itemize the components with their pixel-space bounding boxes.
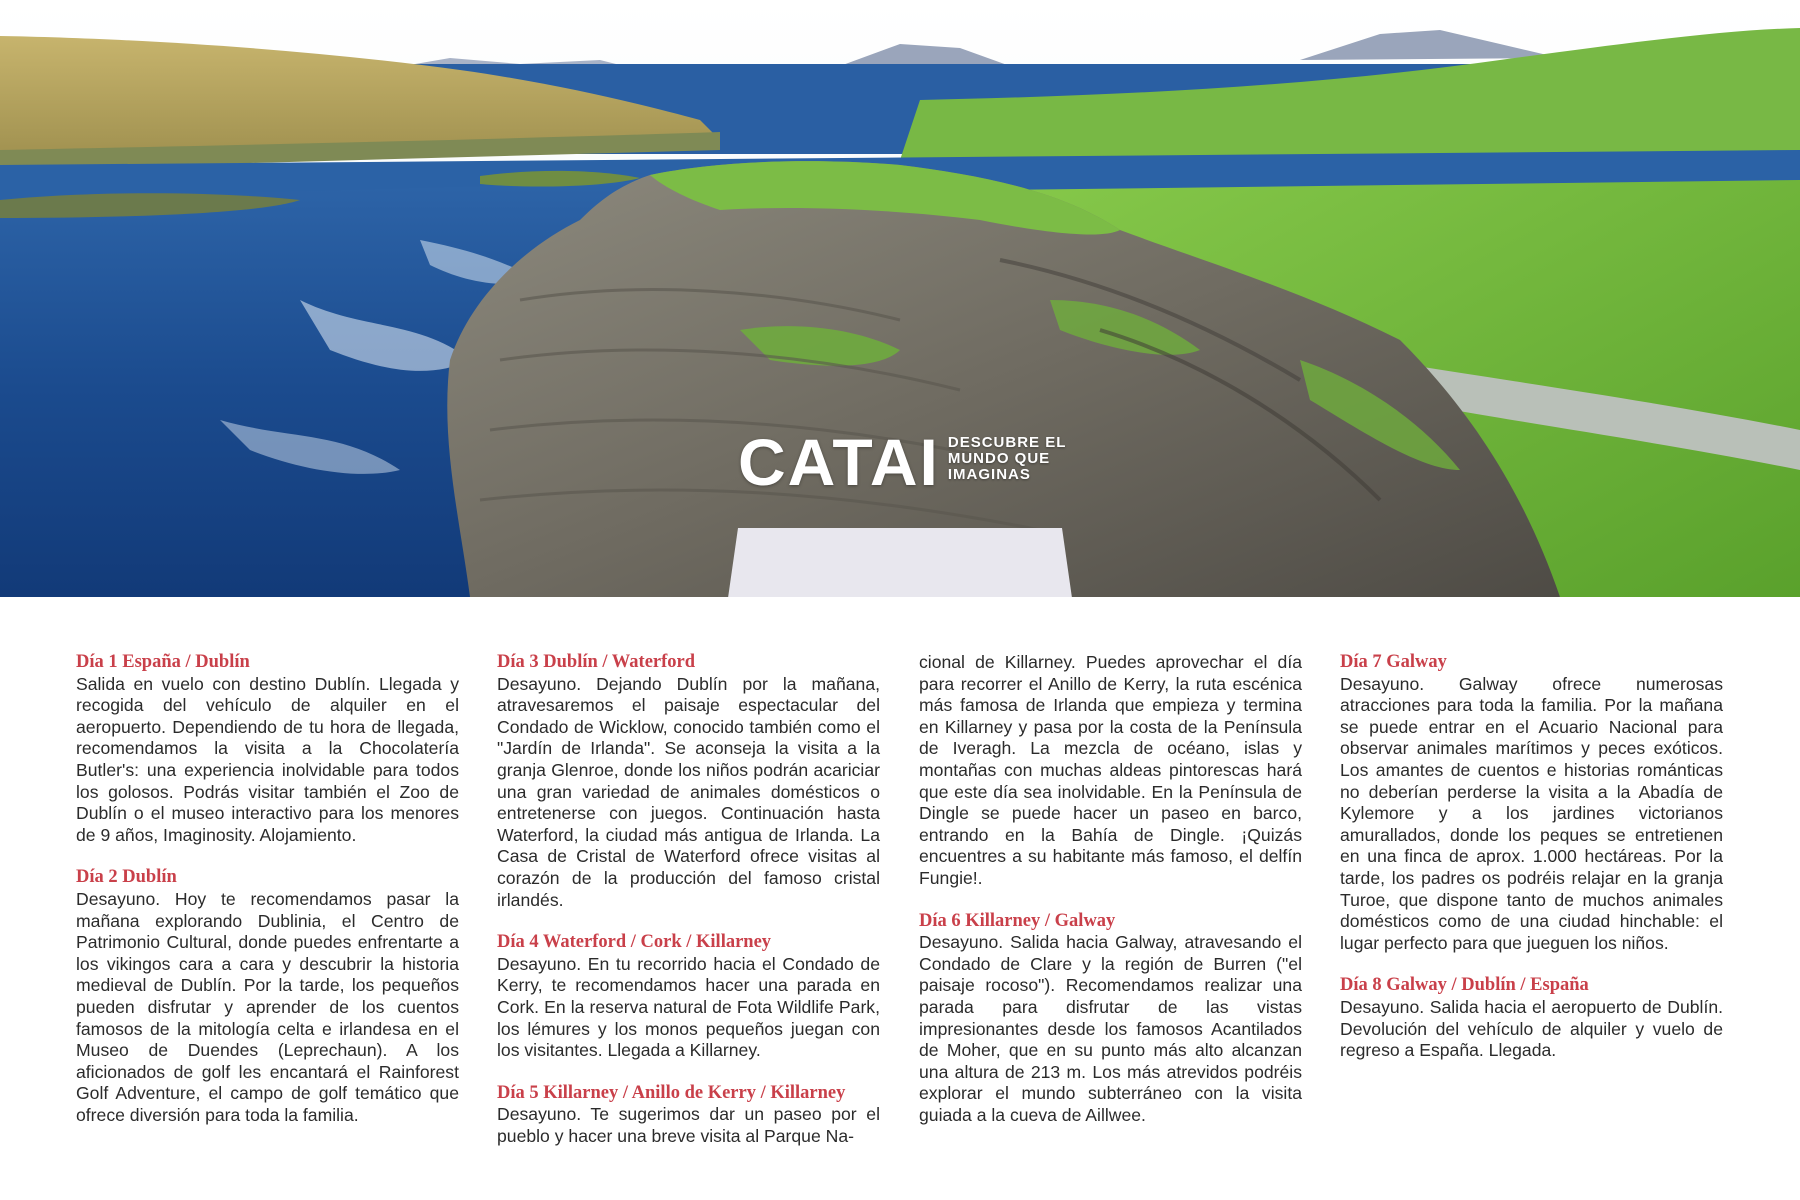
day-text: Desayuno. En tu recorrido hacia el Condado de Kerry, te recomendamos hacer una parada en Cork. En la reserva natural de Fota Wildlife Park, los lémures y los monos pequeños juegan con los visitantes. Llegada a Killarney. (497, 953, 880, 1061)
logo-tagline (948, 435, 1068, 483)
day-8 (1340, 975, 1723, 1061)
day-4 (497, 932, 880, 1062)
itinerary-column-1 (76, 652, 459, 1147)
day-7 (1340, 652, 1723, 954)
day-3 (497, 652, 880, 911)
itinerary-column-4 (1340, 652, 1723, 1083)
day-5 (497, 1083, 880, 1148)
day-text: Desayuno. Dejando Dublín por la mañana, atravesaremos el paisaje espectacular del Condado de Wicklow, conocido también como el "Jardín de Irlanda". Se aconseja la visita a la granja Glenroe, donde los niños podrán acariciar una gran variedad de animales domésticos o entretenerse con juegos. Continuación hasta Waterford, la ciudad más antigua de Irlanda. La Casa de Cristal de Waterford ofrece visitas al corazón de la producción del famoso cristal irlandés. (497, 673, 880, 910)
day-title: Día 3 Dublín / Waterford (497, 652, 696, 672)
hero-photo (0, 0, 1800, 597)
tagline-line: IMAGINAS (947, 466, 1031, 483)
day-title: Día 4 Waterford / Cork / Killarney (497, 932, 772, 953)
day-text: Salida en vuelo con destino Dublín. Llegada y recogida del vehículo de alquiler en el aeropuerto. Dependiendo de tu hora de llegada, recomendamos la visita a la Chocolatería Butler's: una experiencia inolvidable para todos los golosos. Podrás visitar también el Zoo de Dublín o el museo interactivo para los menores de 9 años, Imaginosity. Alojamiento. (76, 673, 459, 845)
hero-tab (728, 528, 1072, 597)
itinerary-column-2 (497, 652, 880, 1168)
day-text: Desayuno. Salida hacia el aeropuerto de Dublín. Devolución del vehículo de alquiler y vuelo de regreso a España. Llegada. (1340, 996, 1723, 1061)
day-title: Día 2 Dublín (76, 867, 177, 888)
day-text: Desayuno. Salida hacia Galway, atravesando el Condado de Clare y la región de Burren ("el paisaje rocoso"). Recomendamos realizar una parada para disfrutar de las vistas impresionantes desde los famosos Acantilados de Moher, que en su punto más alto alcanzan una altura de 213 m. Los más atrevidos podréis explorar el mundo subterráneo con la visita guiada a la cueva de Aillwee. (919, 932, 1302, 1125)
day-5-continued (919, 652, 1302, 890)
day-2 (76, 867, 459, 1126)
day-1 (76, 652, 459, 846)
day-6 (919, 911, 1302, 1127)
itinerary (76, 652, 1724, 1146)
day-text: Desayuno. Te sugerimos dar un paseo por el pueblo y hacer una breve visita al Parque Na- (497, 1104, 880, 1146)
day-text: Desayuno. Hoy te recomendamos pasar la mañana explorando Dublinia, el Centro de Patrimonio Cultural, donde puedes enfrentarte a los vikingos cara a cara y descubrir la historia medieval de Dublín. Por la tarde, los pequeños pueden disfrutar y aprender de los cuentos famosos de la mitología celta e irlandesa en el Museo de Duendes (Leprechaun). A los aficionados de golf les encantará el Rainforest Golf Adventure, el campo de golf temático que ofrece diversión para toda la familia. (76, 888, 459, 1125)
day-title: Día 5 Killarney / Anillo de Kerry / Killarney (497, 1082, 846, 1103)
day-text: Desayuno. Galway ofrece numerosas atracciones para toda la familia. Por la mañana se puede entrar en el Acuario Nacional para observar animales marítimos y peces exóticos. Los amantes de cuentos e historias románticas no deberían perderse la visita a la Abadía de Kylemore y a los jardines victorianos amurallados, donde los peques se entretienen en una finca de aprox. 1.000 hectáreas. Por la tarde, los padres os podréis relajar en la granja Turoe, que dispone tanto de muchos animales domésticos como de una ciudad hinchable: el lugar perfecto para que jueguen los niños. (1340, 673, 1723, 953)
coastal-cliffs-illustration (0, 0, 1800, 597)
itinerary-column-3 (919, 652, 1302, 1147)
day-title: Día 6 Killarney / Galway (919, 910, 1116, 931)
tagline-line: MUNDO QUE (947, 450, 1051, 467)
tagline-line: DESCUBRE EL (947, 434, 1067, 451)
day-title: Día 8 Galway / Dublín / España (1340, 975, 1589, 996)
day-text: cional de Killarney. Puedes aprovechar el día para recorrer el Anillo de Kerry, la ruta escénica más famosa de Irlanda que empieza y termina en Killarney y pasa por la costa de la Península de Iveragh. La mezcla de océano, islas y montañas con muchas aldeas pintorescas hará que este día sea inolvidable. En la Península de Dingle se puede hacer un paseo en barco, entrando en la Bahía de Dingle. ¡Quizás encuentres a su habitante más famoso, el delfín Fungie!. (919, 652, 1302, 888)
logo-word: CATAI (738, 425, 940, 499)
day-title: Día 1 España / Dublín (76, 652, 250, 672)
catai-logo (738, 425, 1068, 499)
day-title: Día 7 Galway (1340, 652, 1447, 672)
